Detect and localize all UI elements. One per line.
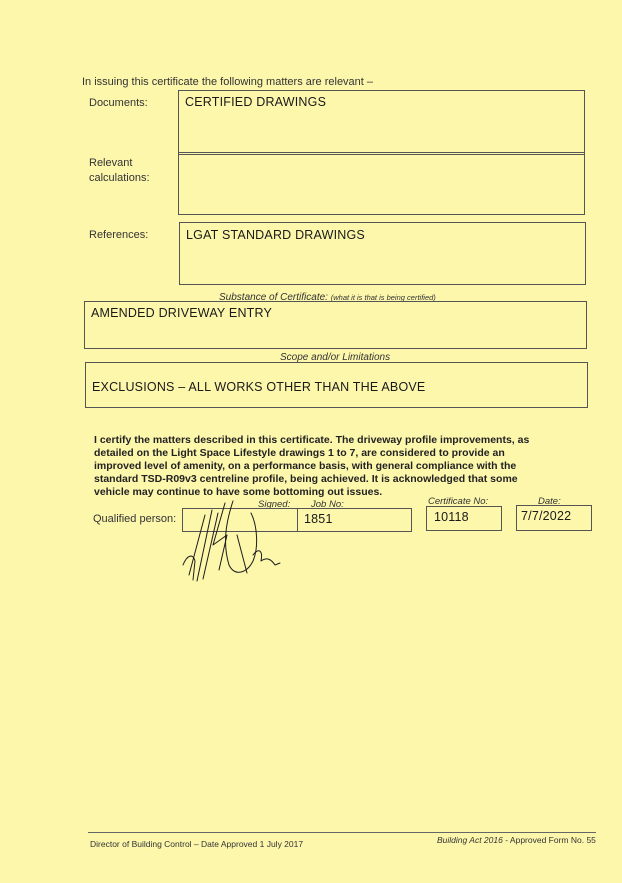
certificate-no-value: 10118 [434,510,469,524]
references-box[interactable] [179,222,586,285]
calculations-label-line2: calculations: [89,172,150,184]
scope-box[interactable] [85,362,588,408]
documents-box[interactable] [178,90,585,155]
footer-left: Director of Building Control – Date Approved 1 July 2017 [90,839,304,849]
calculations-box[interactable] [178,152,585,215]
qualified-person-label: Qualified person: [93,513,177,525]
job-no-label: Job No: [311,499,344,510]
certification-statement [94,434,544,499]
references-value: LGAT STANDARD DRAWINGS [186,228,365,242]
job-no-box[interactable] [297,508,412,532]
substance-box[interactable] [84,301,587,349]
documents-label: Documents: [89,97,148,109]
footer-right [437,835,596,845]
references-label: References: [89,229,149,241]
substance-heading-note: (what it is that is being certified) [330,293,436,302]
intro-text: In issuing this certificate the following matters are relevant – [82,76,374,88]
certificate-no-box[interactable] [426,506,502,531]
scope-value: EXCLUSIONS – ALL WORKS OTHER THAN THE ABOVE [92,380,426,394]
calculations-label [89,156,150,186]
documents-value: CERTIFIED DRAWINGS [185,95,327,109]
job-no-value: 1851 [304,512,333,526]
certificate-no-label: Certificate No: [428,496,489,507]
signed-label: Signed: [258,499,291,510]
statement-line-1: I certify the matters described in this certificate. The driveway profile improvements, as [94,434,530,446]
substance-value: AMENDED DRIVEWAY ENTRY [91,306,273,320]
calculations-label-line1: Relevant [89,157,133,169]
statement-line-3: improved level of amenity, on a performance basis, with general compliance with the [94,460,517,472]
date-box[interactable] [516,505,592,531]
substance-heading-text: Substance of Certificate: [219,292,328,303]
footer-form-no: - Approved Form No. 55 [502,835,596,845]
handwritten-signature [175,495,285,590]
footer-act-name: Building Act 2016 [437,835,503,845]
scope-heading: Scope and/or Limitations [280,352,391,363]
statement-line-2: detailed on the Light Space Lifestyle drawings 1 to 7, are considered to provide an [94,447,505,459]
footer-rule [88,832,596,833]
date-label: Date: [538,496,561,507]
statement-line-4: standard TSD-R09v3 centreline profile, being achieved. It is acknowledged that some [94,473,518,485]
date-value: 7/7/2022 [521,509,572,523]
statement-line-5: vehicle may continue to have some bottoming out issues. [94,486,383,498]
